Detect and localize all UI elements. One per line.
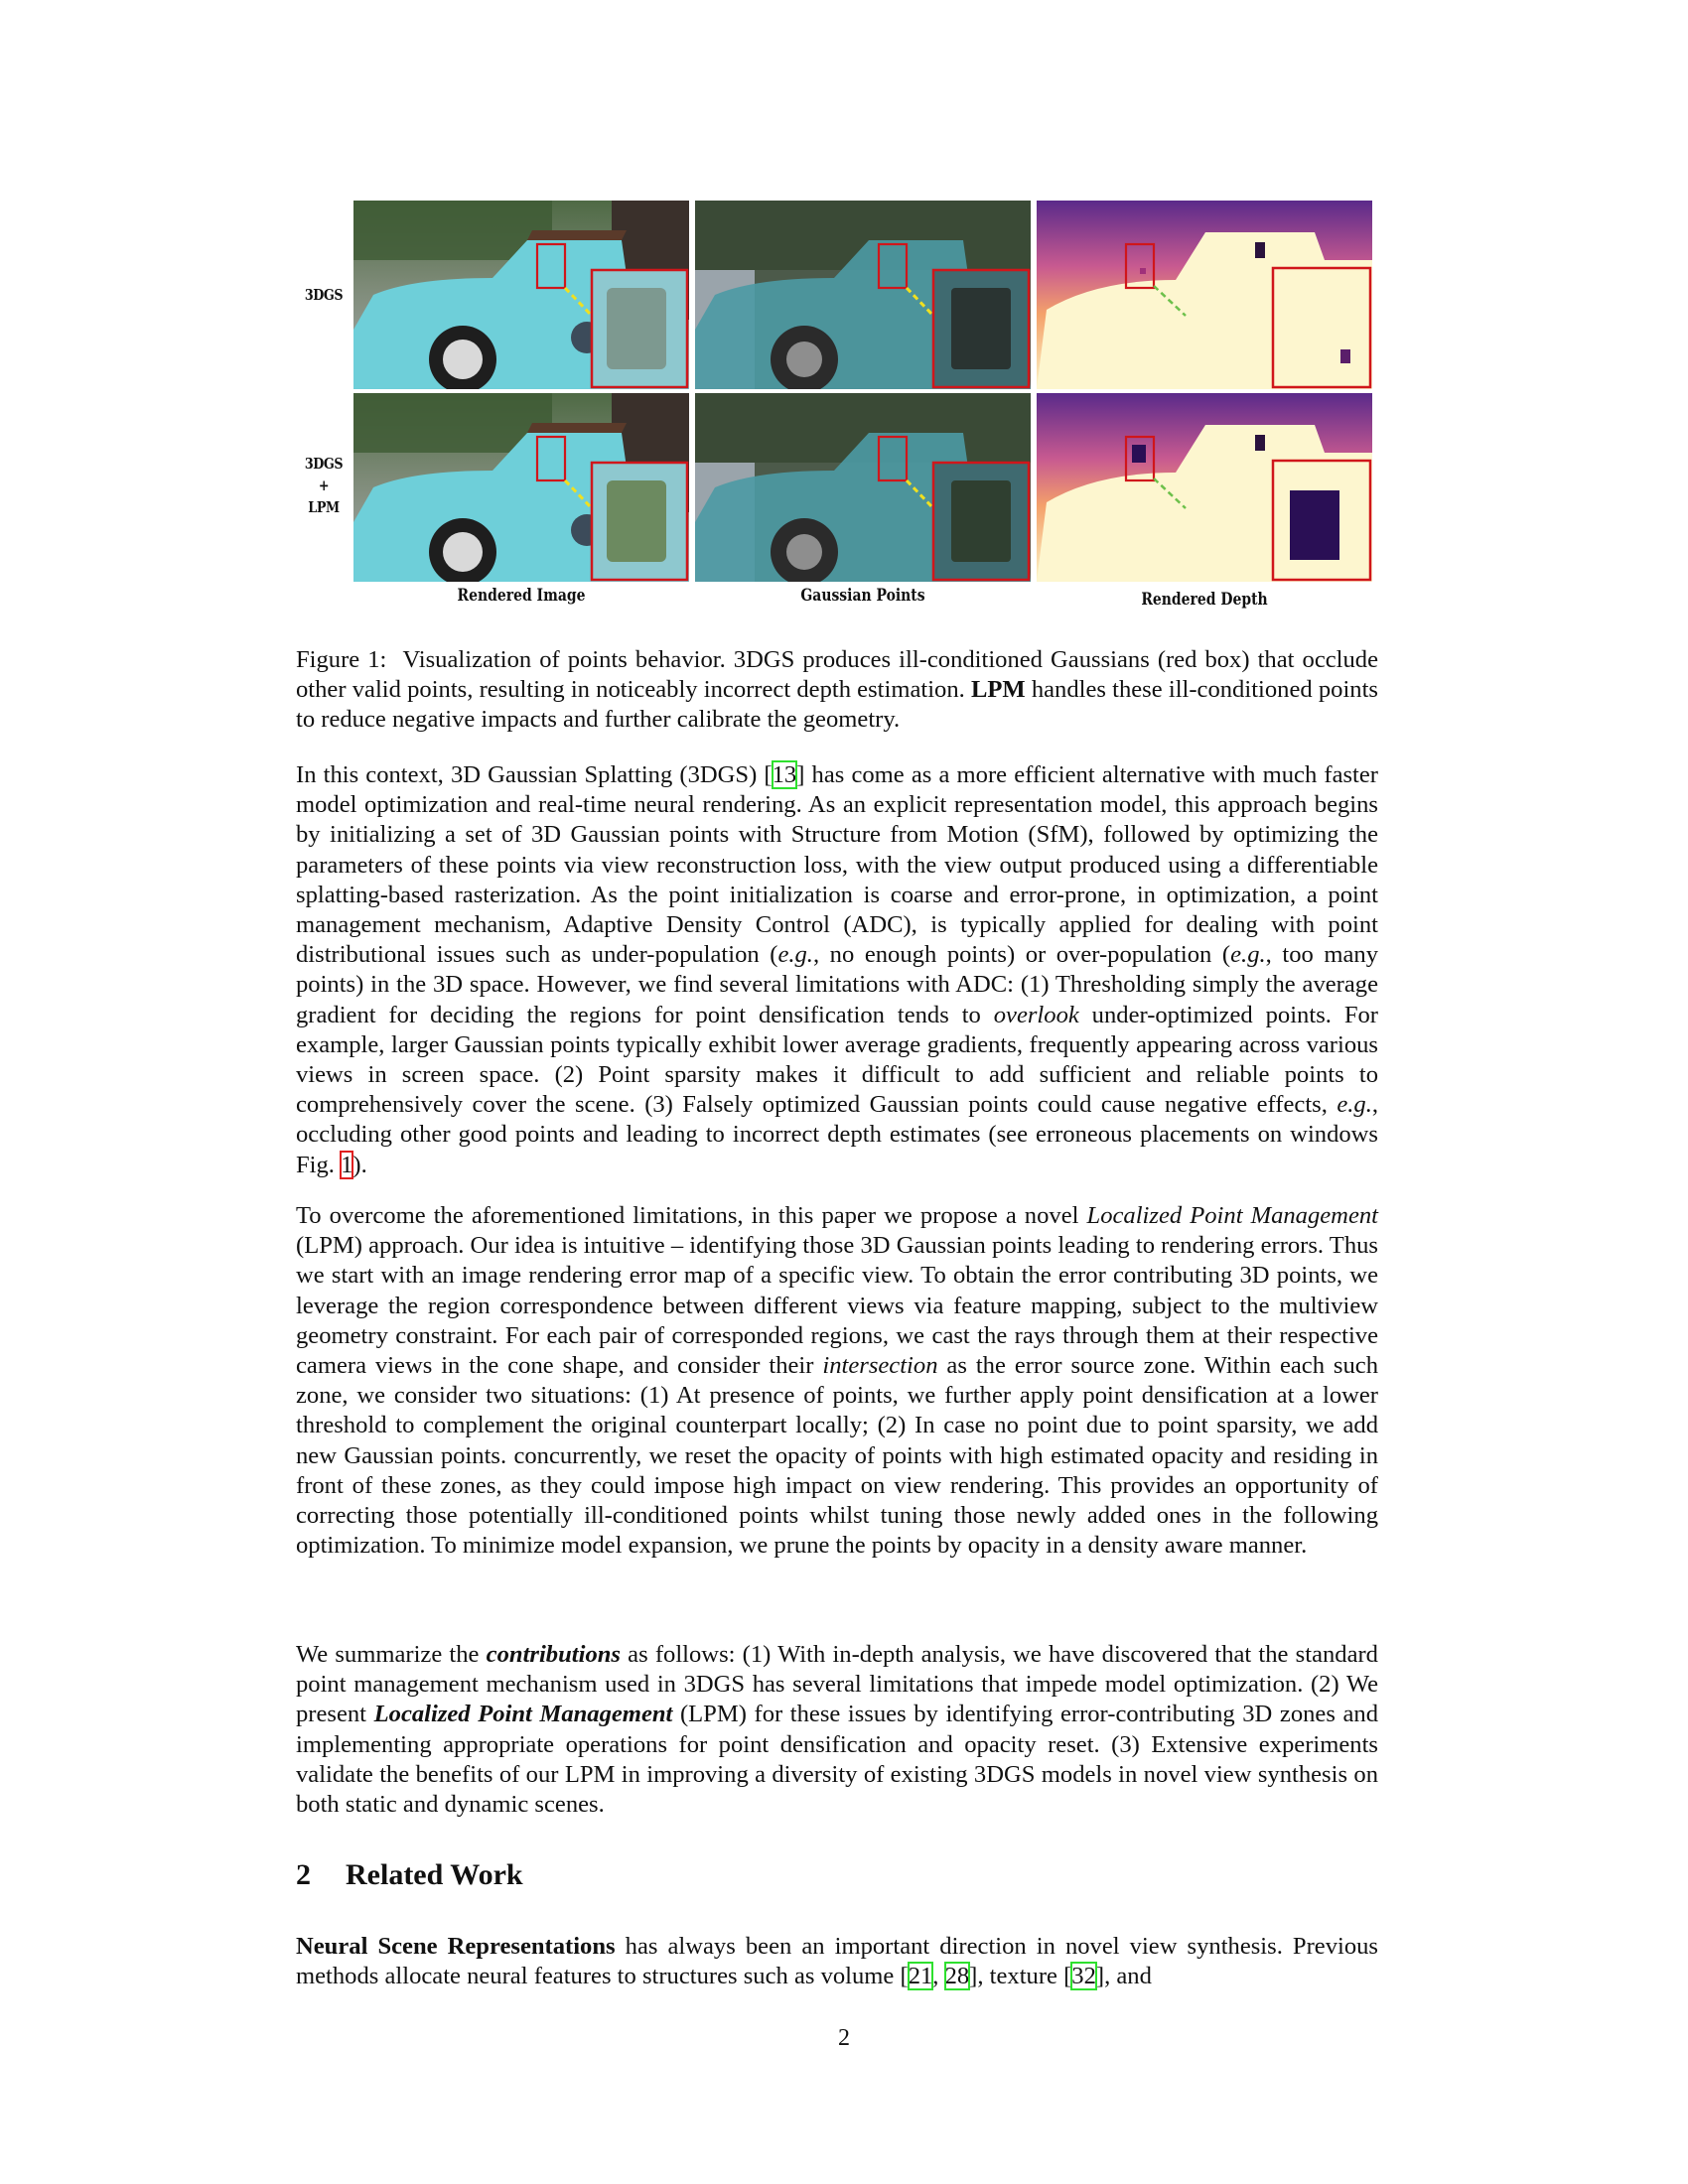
text-run: We summarize the bbox=[296, 1641, 487, 1668]
column-label-rendered-image: Rendered Image bbox=[457, 586, 586, 606]
row-label-line: + bbox=[318, 477, 330, 494]
panel-gaussian-points-3dgs bbox=[695, 201, 1031, 389]
paragraph-contributions bbox=[296, 1640, 1378, 1820]
row-label-line: 3DGS bbox=[304, 455, 344, 473]
row-label-line: 3DGS bbox=[304, 286, 344, 304]
section-number: 2 bbox=[296, 1858, 311, 1891]
rendered-depth-lpm-image bbox=[1037, 393, 1372, 582]
row-label-line: LPM bbox=[308, 498, 340, 516]
gaussian-points-lpm-image bbox=[695, 393, 1031, 582]
caption-text: Visualization of points behavior. 3DGS produces ill-conditioned Gaussians (red box) that occlude other valid points, resulting in noticeably incorrect depth estimation. bbox=[296, 646, 1378, 704]
citation-link[interactable]: 28 bbox=[944, 1963, 970, 1990]
text-run: , no enough points) or over-population ( bbox=[812, 941, 1231, 969]
row-label-3dgs bbox=[299, 284, 350, 306]
panel-rendered-image-3dgs bbox=[353, 201, 689, 389]
text-run: , occluding other good points and leading to incorrect depth estimates (see erroneous placements on windows Fig. bbox=[296, 1091, 1378, 1178]
panel-gaussian-points-lpm bbox=[695, 393, 1031, 582]
paragraph-lpm-approach bbox=[296, 1201, 1378, 1561]
text-run: In this context, 3D Gaussian Splatting (3DGS) [ bbox=[296, 761, 773, 788]
caption-text-end: handles these ill-conditioned points to reduce negative impacts and further calibrate the geometry. bbox=[296, 676, 1378, 734]
paragraph-lead-bold: Neural Scene Representations bbox=[296, 1933, 616, 1960]
citation-link[interactable]: 13 bbox=[772, 761, 797, 788]
text-italic: e.g. bbox=[777, 941, 813, 969]
text-run: ], and bbox=[1095, 1963, 1152, 1990]
text-run: ], texture [ bbox=[969, 1963, 1072, 1990]
panel-rendered-depth-lpm bbox=[1037, 393, 1372, 582]
text-italic: intersection bbox=[822, 1352, 938, 1380]
paragraph-neural-scene bbox=[296, 1932, 1378, 1991]
caption-bold-lpm: LPM bbox=[970, 676, 1026, 704]
rendered-image-lpm-image bbox=[353, 393, 689, 582]
section-heading-related-work bbox=[296, 1858, 523, 1892]
column-label-rendered-depth: Rendered Depth bbox=[1141, 590, 1268, 610]
text-run: , too many points) in the 3D space. However, we find several limitations with ADC: (1) Thresholding simply the average gradient for deciding the regions for point densification tends to bbox=[296, 941, 1379, 1028]
text-run: To overcome the aforementioned limitations, in this paper we propose a novel bbox=[296, 1202, 1087, 1229]
row-label-3dgs-lpm bbox=[299, 453, 350, 518]
text-italic: e.g. bbox=[1230, 941, 1266, 969]
text-bold-italic: contributions bbox=[486, 1641, 621, 1668]
text-italic: e.g. bbox=[1336, 1091, 1372, 1119]
rendered-depth-3dgs-image bbox=[1037, 201, 1372, 389]
paragraph-intro-3dgs bbox=[296, 760, 1378, 1180]
figure-caption bbox=[296, 645, 1378, 736]
panel-rendered-depth-3dgs bbox=[1037, 201, 1372, 389]
text-run: has always been an important direction in novel view synthesis. Previous methods allocate neural features to structures such as volume [ bbox=[296, 1933, 1379, 1990]
section-title: Related Work bbox=[346, 1858, 523, 1891]
rendered-image-3dgs-image bbox=[353, 201, 689, 389]
panel-rendered-image-lpm bbox=[353, 393, 689, 582]
citation-link[interactable]: 21 bbox=[908, 1963, 933, 1990]
text-run: (LPM) for these issues by identifying error-contributing 3D zones and implementing appropriate operations for point densification and opacity reset. (3) Extensive experiments validate the benefits of our LPM in improving a diversity of existing 3DGS models in novel view synthesis on both static and dynamic scenes. bbox=[296, 1701, 1379, 1819]
caption-label: Figure 1: bbox=[296, 646, 387, 673]
citation-link[interactable]: 32 bbox=[1071, 1963, 1096, 1990]
text-bold-italic: Localized Point Management bbox=[373, 1701, 673, 1728]
text-run: ] has come as a more efficient alternative with much faster model optimization and real-time neural rendering. As an explicit representation model, this approach begins by initializing a set of 3D Gaussian points with Structure from Motion (SfM), followed by optimizing the parameters of these points via view reconstruction loss, with the view output produced using a differentiable splatting-based rasterization. As the point initialization is coarse and error-prone, in optimization, a point management mechanism, Adaptive Density Control (ADC), is typically applied for dealing with point distributional issues such as under-population ( bbox=[296, 761, 1378, 969]
page-number: 2 bbox=[838, 2025, 850, 2051]
figure-reference-link[interactable]: 1 bbox=[341, 1151, 353, 1178]
text-italic: Localized Point Management bbox=[1086, 1202, 1378, 1229]
text-run: as the error source zone. Within each such zone, we consider two situations: (1) At presence of points, we further apply point densification at a lower threshold to complement the original counterpart locally; (2) In case no point due to point sparsity, we add new Gaussian points. concurrently, we reset the opacity of points with high estimated opacity and residing in front of these zones, as they could impose high impact on view rendering. This provides an opportunity of correcting those potentially ill-conditioned points whilst tuning those newly added ones in the following optimization. To minimize model expansion, we prune the points by opacity in a density aware manner. bbox=[296, 1352, 1379, 1560]
text-run: (LPM) approach. Our idea is intuitive – identifying those 3D Gaussian points leading to rendering errors. Thus we start with an image rendering error map of a specific view. To obtain the error contributing 3D points, we leverage the region correspondence between different views via feature mapping, subject to the multiview geometry constraint. For each pair of corresponded regions, we cast the rays through them at their respective camera views in the cone shape, and consider their bbox=[296, 1232, 1378, 1380]
text-italic: overlook bbox=[993, 1001, 1079, 1028]
text-run: under-optimized points. For example, larger Gaussian points typically exhibit lower average gradients, frequently appearing across various views in screen space. (2) Point sparsity makes it difficult to add sufficient and reliable points to comprehensively cover the scene. (3) Falsely optimized Gaussian points could cause negative effects, bbox=[296, 1001, 1378, 1119]
gaussian-points-3dgs-image bbox=[695, 201, 1031, 389]
text-run: ). bbox=[352, 1151, 367, 1178]
text-run: as follows: (1) With in-depth analysis, we have discovered that the standard point management mechanism used in 3DGS has several limitations that impede model optimization. (2) We present bbox=[296, 1641, 1378, 1728]
column-label-gaussian-points: Gaussian Points bbox=[800, 586, 925, 606]
text-run: , bbox=[932, 1963, 945, 1990]
